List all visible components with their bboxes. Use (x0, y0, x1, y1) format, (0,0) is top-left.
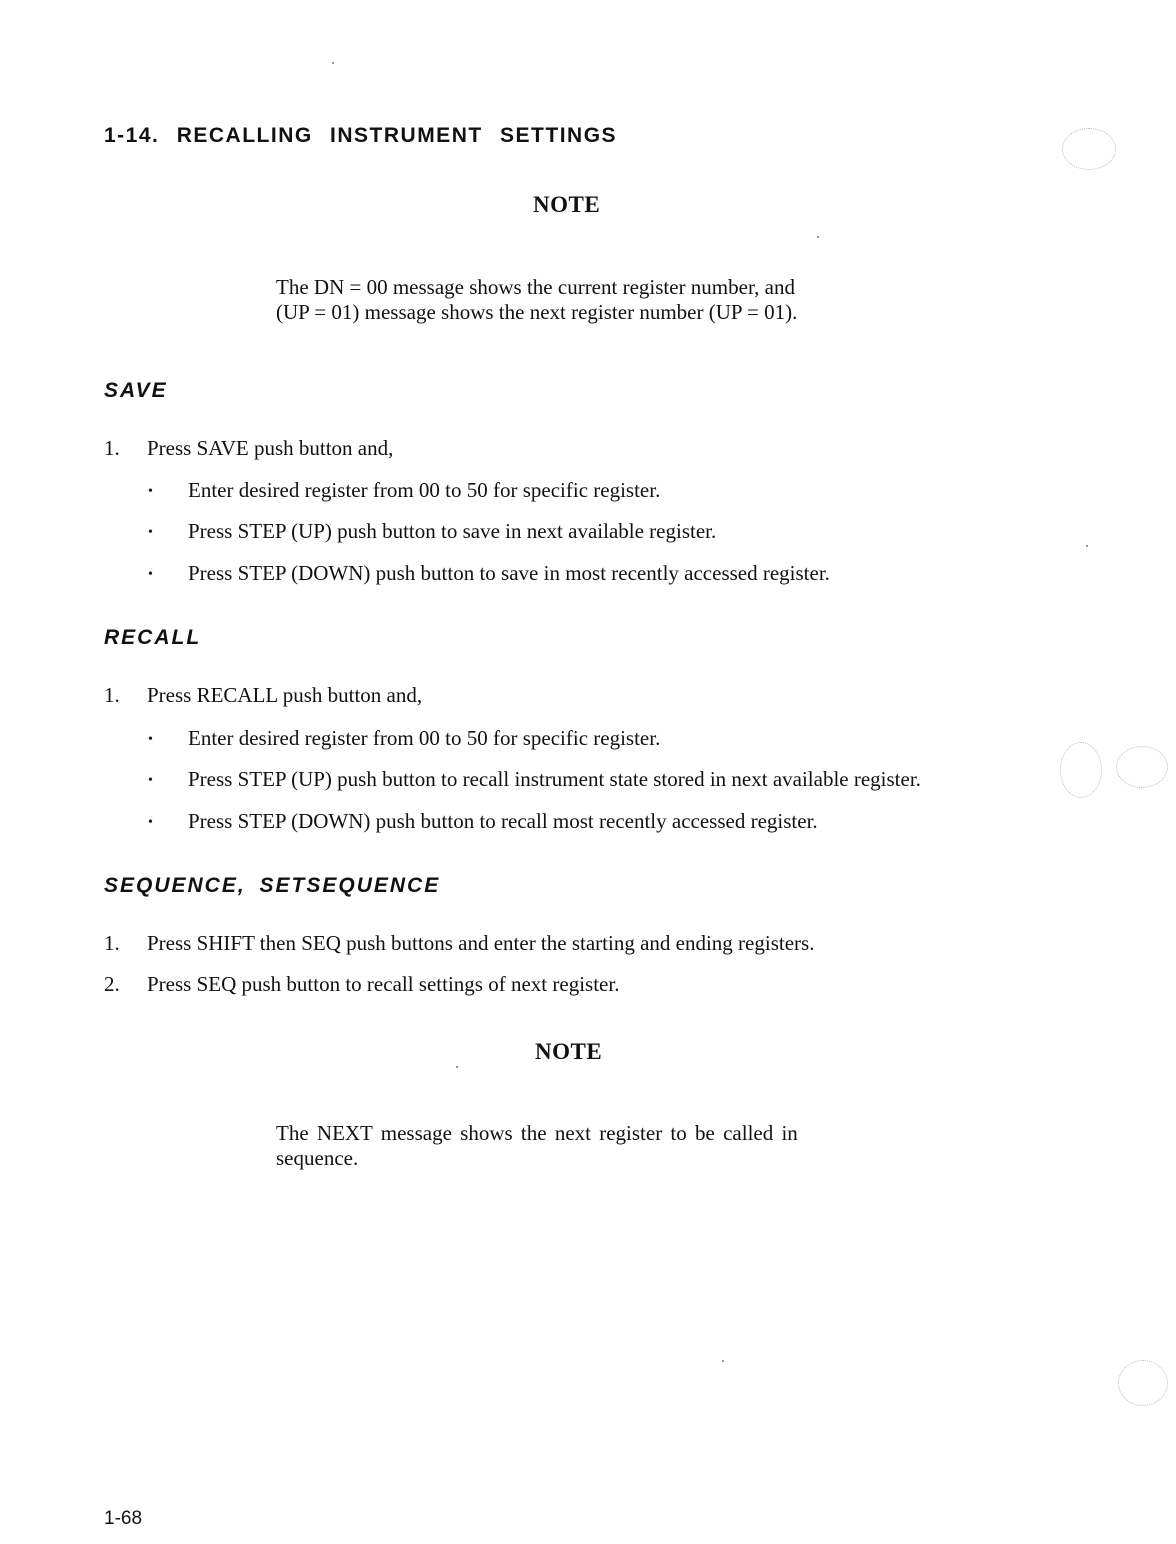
recall-subheading: RECALL (104, 626, 202, 649)
recall-step (104, 683, 422, 708)
bullet-icon: • (148, 567, 153, 582)
note-line: The DN = 00 message shows the current register number, and (276, 275, 795, 299)
step-number: 2. (104, 972, 120, 996)
save-bullet-item (148, 561, 830, 586)
recall-bullet-item (148, 767, 921, 792)
step-number: 1. (104, 683, 120, 707)
bullet-icon: • (148, 732, 153, 747)
bullet-icon: • (148, 525, 153, 540)
bullet-text: Enter desired register from 00 to 50 for specific register. (188, 478, 661, 502)
section-heading: 1-14. RECALLING INSTRUMENT SETTINGS (104, 124, 618, 147)
save-bullet-item (148, 478, 660, 503)
scan-speck (456, 1066, 458, 1068)
scan-speck (1086, 545, 1088, 547)
note-heading: NOTE (535, 1039, 603, 1064)
scan-blemish (1060, 742, 1102, 798)
scan-blemish (1118, 1360, 1168, 1406)
sequence-step (104, 931, 814, 956)
step-text: Press SAVE push button and, (147, 436, 394, 460)
note-line: sequence. (276, 1146, 359, 1170)
step-text: Press RECALL push button and, (147, 683, 423, 707)
step-number: 1. (104, 931, 120, 955)
recall-bullet-item (148, 809, 818, 834)
step-number: 1. (104, 436, 120, 460)
bullet-text: Press STEP (UP) push button to recall instrument state stored in next available register. (188, 767, 921, 791)
sequence-step (104, 972, 619, 997)
note-body (276, 275, 876, 325)
step-text: Press SEQ push button to recall settings of next register. (147, 972, 620, 996)
note-body (276, 1121, 876, 1171)
note-heading: NOTE (533, 192, 601, 217)
scan-blemish (1062, 128, 1116, 170)
scan-speck (817, 236, 819, 238)
note-line: (UP = 01) message shows the next register number (UP = 01). (276, 300, 798, 324)
bullet-text: Press STEP (DOWN) push button to recall most recently accessed register. (188, 809, 818, 833)
bullet-text: Press STEP (UP) push button to save in next available register. (188, 519, 717, 543)
scan-speck (722, 1360, 724, 1362)
bullet-text: Press STEP (DOWN) push button to save in most recently accessed register. (188, 561, 830, 585)
page-number: 1-68 (104, 1508, 143, 1529)
bullet-icon: • (148, 815, 153, 830)
bullet-text: Enter desired register from 00 to 50 for specific register. (188, 726, 661, 750)
save-bullet-item (148, 519, 716, 544)
bullet-icon: • (148, 773, 153, 788)
sequence-subheading: SEQUENCE, SETSEQUENCE (104, 874, 441, 897)
save-subheading: SAVE (104, 379, 168, 402)
scan-speck (332, 62, 334, 64)
note-line: The NEXT message shows the next register to be called in (276, 1121, 798, 1145)
bullet-icon: • (148, 484, 153, 499)
recall-bullet-item (148, 726, 660, 751)
save-step (104, 436, 393, 461)
step-text: Press SHIFT then SEQ push buttons and enter the starting and ending registers. (147, 931, 815, 955)
scan-blemish (1116, 746, 1168, 788)
